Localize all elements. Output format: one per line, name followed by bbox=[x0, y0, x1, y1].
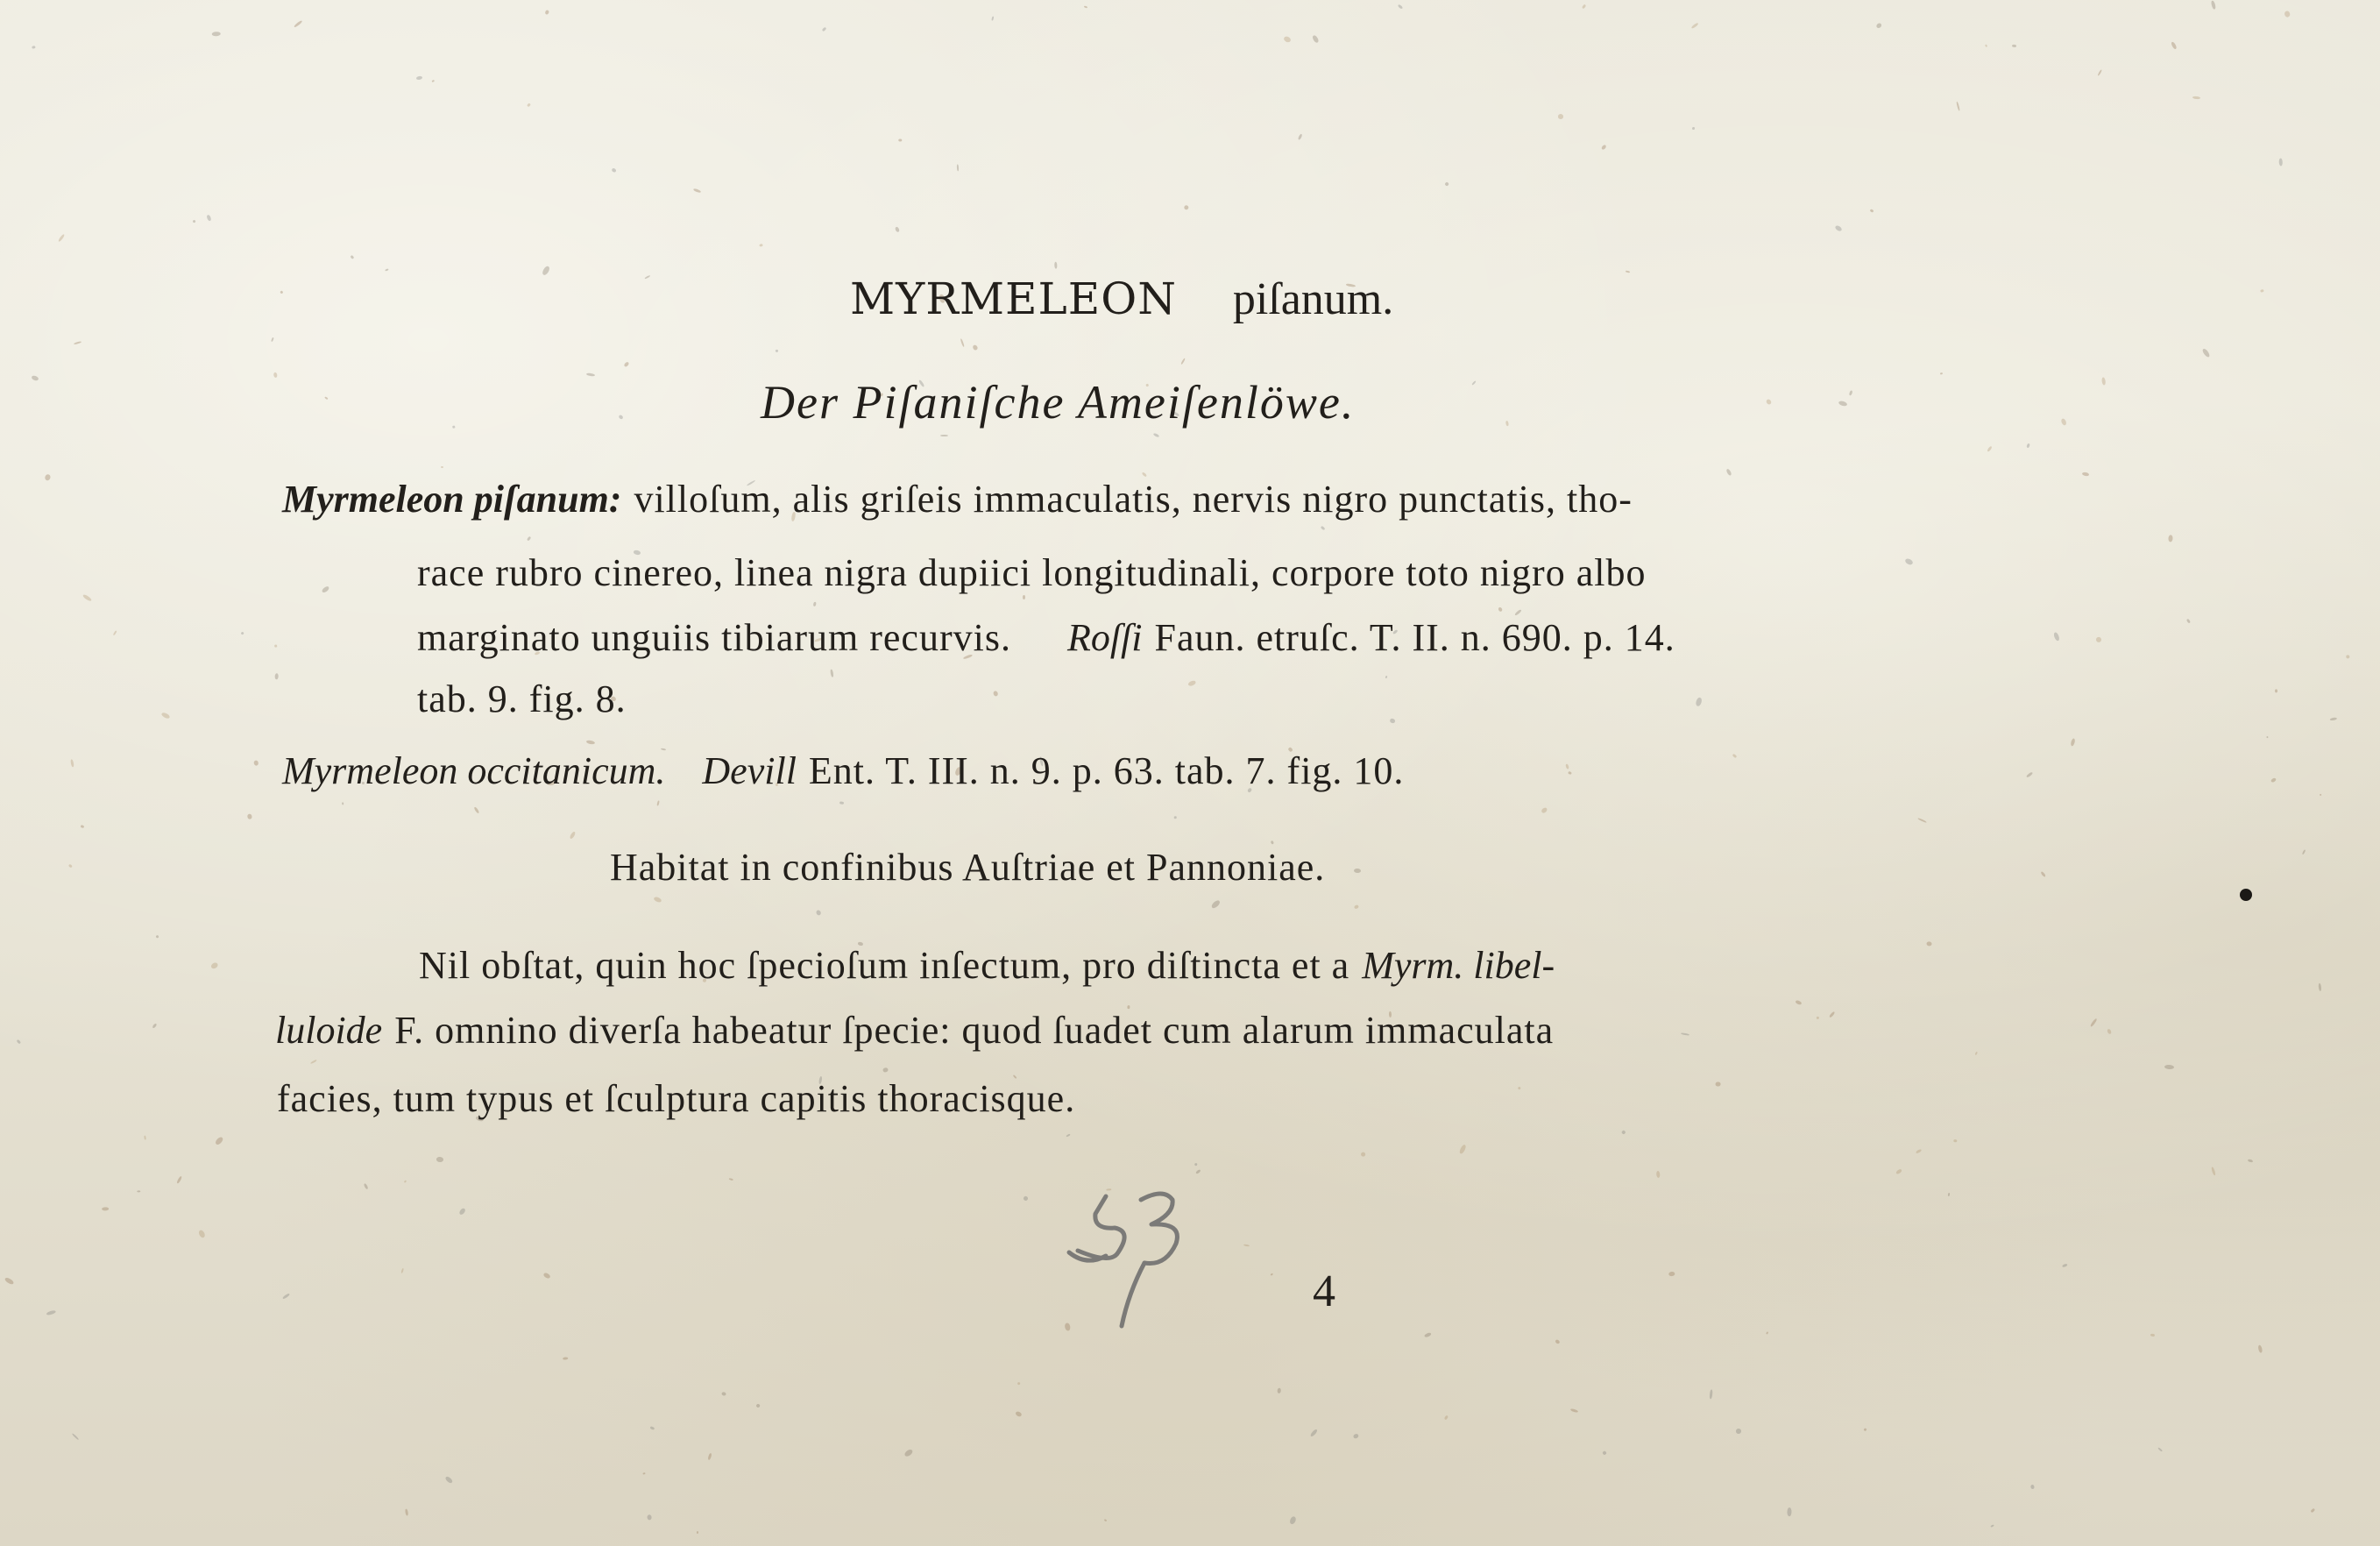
genus-name: MYRMELEON bbox=[850, 273, 1177, 324]
paragraph-text-1: Nil obſtat, quin hoc ſpecioſum inſectum, pro diſtincta et a bbox=[419, 944, 1350, 987]
synonym-name-2: Myrmeleon occitanicum. bbox=[282, 749, 666, 792]
page-title bbox=[850, 273, 1394, 324]
citation-reference-2: Ent. T. III. n. 9. p. 63. tab. 7. fig. 10. bbox=[808, 749, 1405, 792]
paragraph-text-2: F. omnino diverſa habeatur ſpecie: quod ſuadet cum alarum immaculata bbox=[394, 1009, 1555, 1052]
citation-author-1: Roſſi bbox=[1066, 616, 1143, 659]
synonym-entry-2 bbox=[282, 749, 1405, 792]
species-name: piſanum. bbox=[1232, 274, 1394, 324]
habitat-line: Habitat in confinibus Auſtriae et Pannoniae. bbox=[610, 846, 1326, 889]
german-common-name: Der Piſaniſche Ameiſenlöwe. bbox=[761, 376, 1356, 429]
synonym-entry-1-line-3 bbox=[417, 616, 1675, 659]
synonym-entry-1-line-2: race rubro cinereo, linea nigra dupiici longitudinali, corpore toto nigro albo bbox=[417, 551, 1647, 594]
entry-1-description-end: marginato unguiis tibiarum recurvis. bbox=[417, 616, 1011, 659]
entry-1-description: villoſum, alis griſeis immaculatis, nervis nigro punctatis, tho- bbox=[634, 478, 1633, 521]
paragraph-line-3: facies, tum typus et ſculptura capitis thoracisque. bbox=[277, 1077, 1076, 1120]
paragraph-italic-2: luloide bbox=[275, 1009, 383, 1052]
paragraph-line-1 bbox=[419, 944, 1555, 987]
paragraph-italic-1: Myrm. libel- bbox=[1362, 944, 1555, 987]
page-number: 4 bbox=[1313, 1266, 1335, 1316]
synonym-entry-1-line-4: tab. 9. fig. 8. bbox=[417, 677, 627, 720]
citation-author-2: Devill bbox=[702, 749, 797, 792]
synonym-entry-1-line-1 bbox=[282, 480, 2035, 519]
citation-reference-1: Faun. etruſc. T. II. n. 690. p. 14. bbox=[1154, 616, 1675, 659]
paragraph-line-2 bbox=[275, 1011, 1554, 1050]
handwritten-pencil-number bbox=[1060, 1179, 1218, 1337]
ink-dot bbox=[2240, 889, 2252, 901]
synonym-name-1: Myrmeleon piſanum: bbox=[282, 478, 622, 521]
